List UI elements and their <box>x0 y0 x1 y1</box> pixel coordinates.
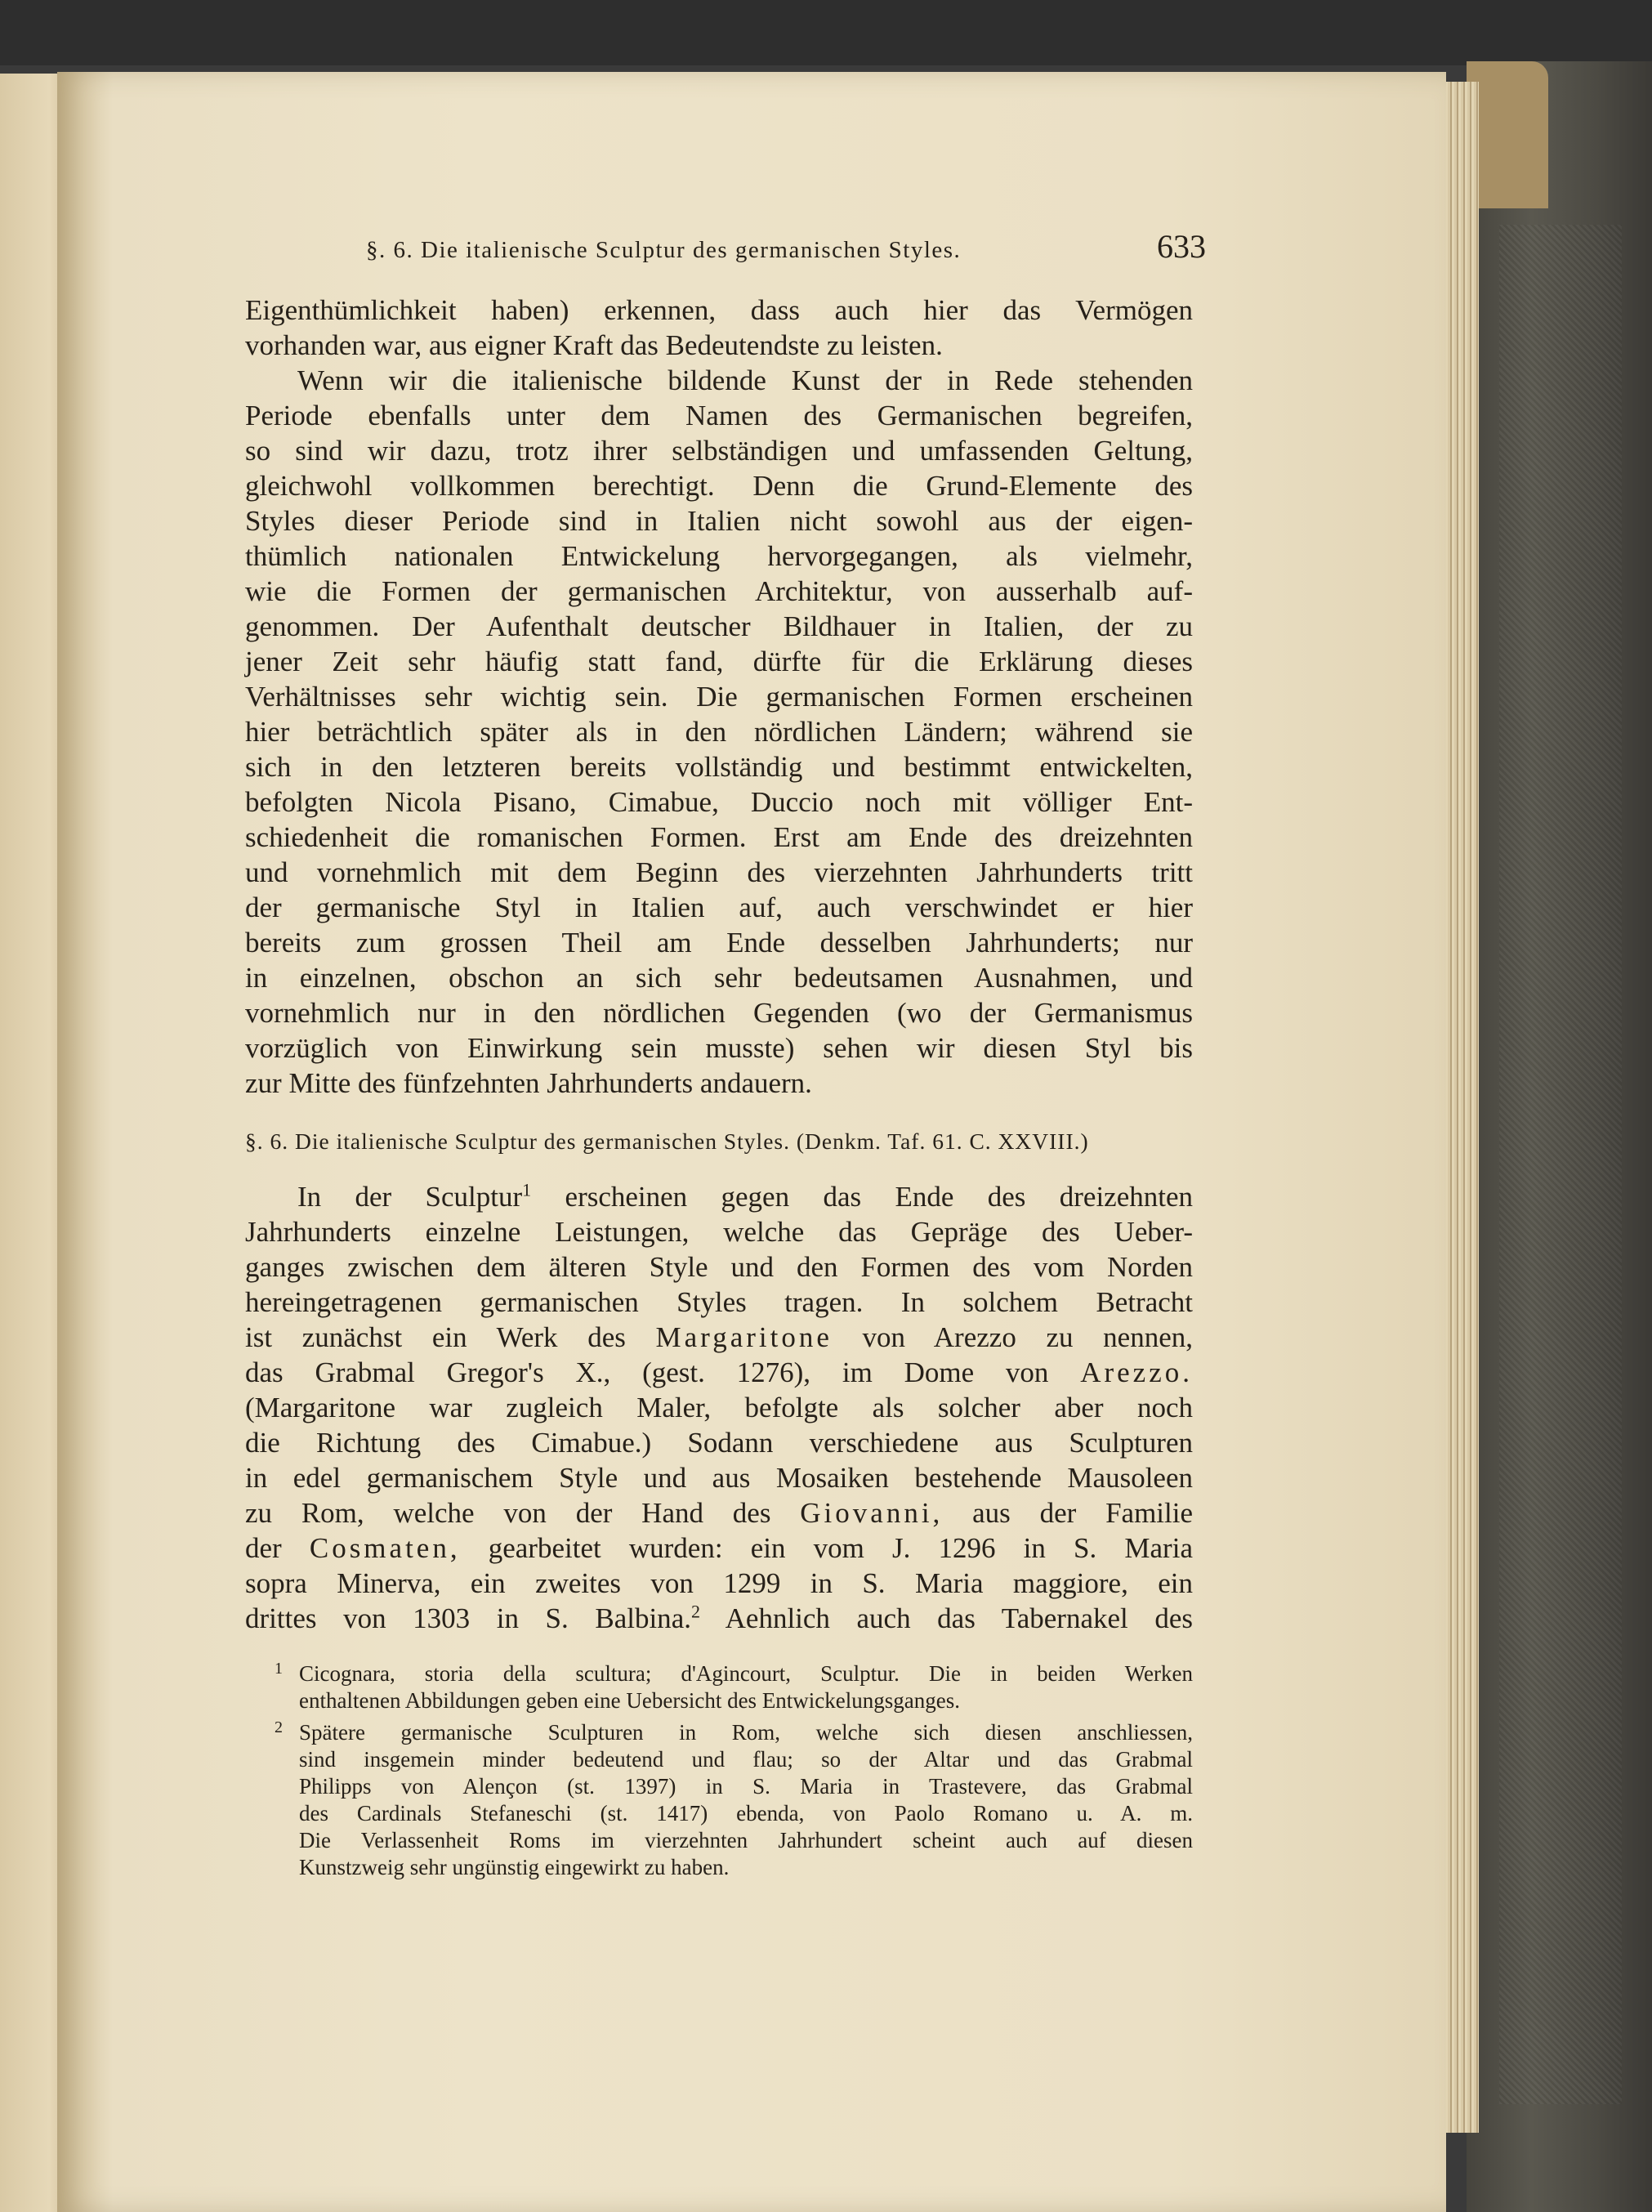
footnote-ref: 1 <box>522 1179 532 1200</box>
text-line: in edel germanischem Style und aus Mosaiken bestehende Mausoleen <box>245 1462 1193 1494</box>
text-line: Jahrhunderts einzelne Leistungen, welche das Gepräge des Ueber- <box>245 1216 1193 1248</box>
text-span: erscheinen gegen das Ende des dreizehnten <box>531 1181 1193 1213</box>
text-line: in einzelnen, obschon an sich sehr bedeutsamen Ausnahmen, und <box>245 962 1193 994</box>
text-line: wie die Formen der germanischen Architektur, von ausserhalb auf- <box>245 575 1193 607</box>
text-line <box>245 1179 1193 1214</box>
text-line: thümlich nationalen Entwickelung hervorgegangen, als vielmehr, <box>245 540 1193 572</box>
text-line: ganges zwischen dem älteren Style und den Formen des vom Norden <box>245 1251 1193 1283</box>
text-span: aus der Familie <box>943 1497 1193 1529</box>
section-heading: §. 6. Die italienische Sculptur des germanischen Styles. (Denkm. Taf. 61. C. XXVIII.) <box>245 1128 1089 1154</box>
text-line: Verhältnisses sehr wichtig sein. Die germanischen Formen erscheinen <box>245 681 1193 713</box>
text-line: gleichwohl vollkommen berechtigt. Denn die Grund-Elemente des <box>245 470 1193 502</box>
text-span: drittes von 1303 in S. Balbina. <box>245 1602 691 1634</box>
text-line: sopra Minerva, ein zweites von 1299 in S. Maria maggiore, ein <box>245 1567 1193 1599</box>
text-span: In der Sculptur <box>297 1181 523 1213</box>
paragraph-2 <box>245 363 1193 1101</box>
text-line: der germanische Styl in Italien auf, auch verschwindet er hier <box>245 892 1193 923</box>
cover-cloth-texture <box>1499 225 1622 2104</box>
text-line: Eigenthümlichkeit haben) erkennen, dass auch hier das Vermögen <box>245 294 1193 326</box>
footnote-2 <box>245 1719 1193 1881</box>
footnote-line: Kunstzweig sehr ungünstig eingewirkt zu haben. <box>299 1855 730 1879</box>
text-line <box>245 1320 1193 1355</box>
text-line: Wenn wir die italienische bildende Kunst der in Rede stehenden <box>297 364 1193 396</box>
paragraph-3 <box>245 1179 1193 1636</box>
footnote-ref: 2 <box>690 1601 700 1622</box>
text-line: vorhanden war, aus eigner Kraft das Bedeutendste zu leisten. <box>245 329 943 361</box>
footnote-mark: 2 <box>275 1718 283 1736</box>
footnote-mark: 1 <box>275 1660 283 1678</box>
text-line: hier beträchtlich später als in den nördlichen Ländern; während sie <box>245 716 1193 748</box>
text-span: Aehnlich auch das Tabernakel des <box>699 1602 1193 1634</box>
footnote-line: Spätere germanische Sculpturen in Rom, welche sich diesen anschliessen, <box>299 1720 1193 1745</box>
text-line: so sind wir dazu, trotz ihrer selbständigen und umfassenden Geltung, <box>245 435 1193 467</box>
page-number: 633 <box>1157 228 1206 265</box>
text-line <box>245 1495 1193 1531</box>
person-name: Giovanni, <box>800 1497 944 1529</box>
text-line <box>245 1601 1193 1636</box>
running-head <box>245 227 1206 276</box>
text-line: Styles dieser Periode sind in Italien nicht sowohl aus der eigen- <box>245 505 1193 537</box>
text-span: der <box>245 1532 310 1564</box>
text-line: die Richtung des Cimabue.) Sodann verschiedene aus Sculpturen <box>245 1427 1193 1459</box>
running-title: §. 6. Die italienische Sculptur des germanischen Styles. <box>366 237 962 263</box>
book-cover <box>1467 61 1652 2212</box>
footnote-line: enthaltenen Abbildungen geben eine Uebersicht des Entwickelungsganges. <box>299 1688 961 1713</box>
text-line: jener Zeit sehr häufig statt fand, dürfte für die Erklärung dieses <box>245 646 1193 677</box>
text-line: sich in den letzteren bereits vollständig und bestimmt entwickelten, <box>245 751 1193 783</box>
cover-leather-corner <box>1467 61 1548 208</box>
text-line: und vornehmlich mit dem Beginn des vierzehnten Jahrhunderts tritt <box>245 856 1193 888</box>
text-line: vornehmlich nur in den nördlichen Gegenden (wo der Germanismus <box>245 997 1193 1029</box>
text-line <box>245 1355 1193 1390</box>
text-line: befolgten Nicola Pisano, Cimabue, Duccio noch mit völliger Ent- <box>245 786 1193 818</box>
place-name: Arezzo. <box>1080 1356 1193 1388</box>
text-span: von Arezzo zu nennen, <box>832 1321 1193 1353</box>
footnote-line: Die Verlassenheit Roms im vierzehnten Jahrhundert scheint auch auf diesen <box>299 1828 1193 1852</box>
text-line: genommen. Der Aufenthalt deutscher Bildhauer in Italien, der zu <box>245 610 1193 642</box>
text-line: bereits zum grossen Theil am Ende desselben Jahrhunderts; nur <box>245 927 1193 959</box>
footnote-separator <box>245 1636 1193 1660</box>
footnote-1 <box>245 1660 1193 1714</box>
footnote-line: Cicognara, storia della scultura; d'Agincourt, Sculptur. Die in beiden Werken <box>299 1661 1193 1686</box>
text-span: das Grabmal Gregor's X., (gest. 1276), im Dome von <box>245 1356 1081 1388</box>
text-line: Periode ebenfalls unter dem Namen des Germanischen begreifen, <box>245 400 1193 431</box>
text-line: schiedenheit die romanischen Formen. Erst am Ende des dreizehnten <box>245 821 1193 853</box>
page-content <box>245 227 1206 1886</box>
text-span: zu Rom, welche von der Hand des <box>245 1497 801 1529</box>
background <box>0 0 1652 65</box>
family-name: Cosmaten, <box>309 1532 461 1564</box>
paragraph-1 <box>245 293 1193 363</box>
footnote-line: des Cardinals Stefaneschi (st. 1417) ebenda, von Paolo Romano u. A. m. <box>299 1801 1193 1825</box>
footnote-line: Philipps von Alençon (st. 1397) in S. Maria in Trastevere, das Grabmal <box>299 1774 1193 1799</box>
text-span: ist zunächst ein Werk des <box>245 1321 656 1353</box>
text-line: (Margaritone war zugleich Maler, befolgte als solcher aber noch <box>245 1392 1193 1423</box>
text-line: vorzüglich von Einwirkung sein musste) sehen wir diesen Styl bis <box>245 1032 1193 1064</box>
text-line: hereingetragenen germanischen Styles tragen. In solchem Betracht <box>245 1286 1193 1318</box>
text-line: zur Mitte des fünfzehnten Jahrhunderts andauern. <box>245 1067 812 1099</box>
text-line <box>245 1531 1193 1566</box>
footnote-line: sind insgemein minder bedeutend und flau; so der Altar und das Grabmal <box>299 1747 1193 1772</box>
text-span: gearbeitet wurden: ein vom J. 1296 in S. Maria <box>460 1532 1193 1564</box>
person-name: Margaritone <box>655 1321 833 1353</box>
